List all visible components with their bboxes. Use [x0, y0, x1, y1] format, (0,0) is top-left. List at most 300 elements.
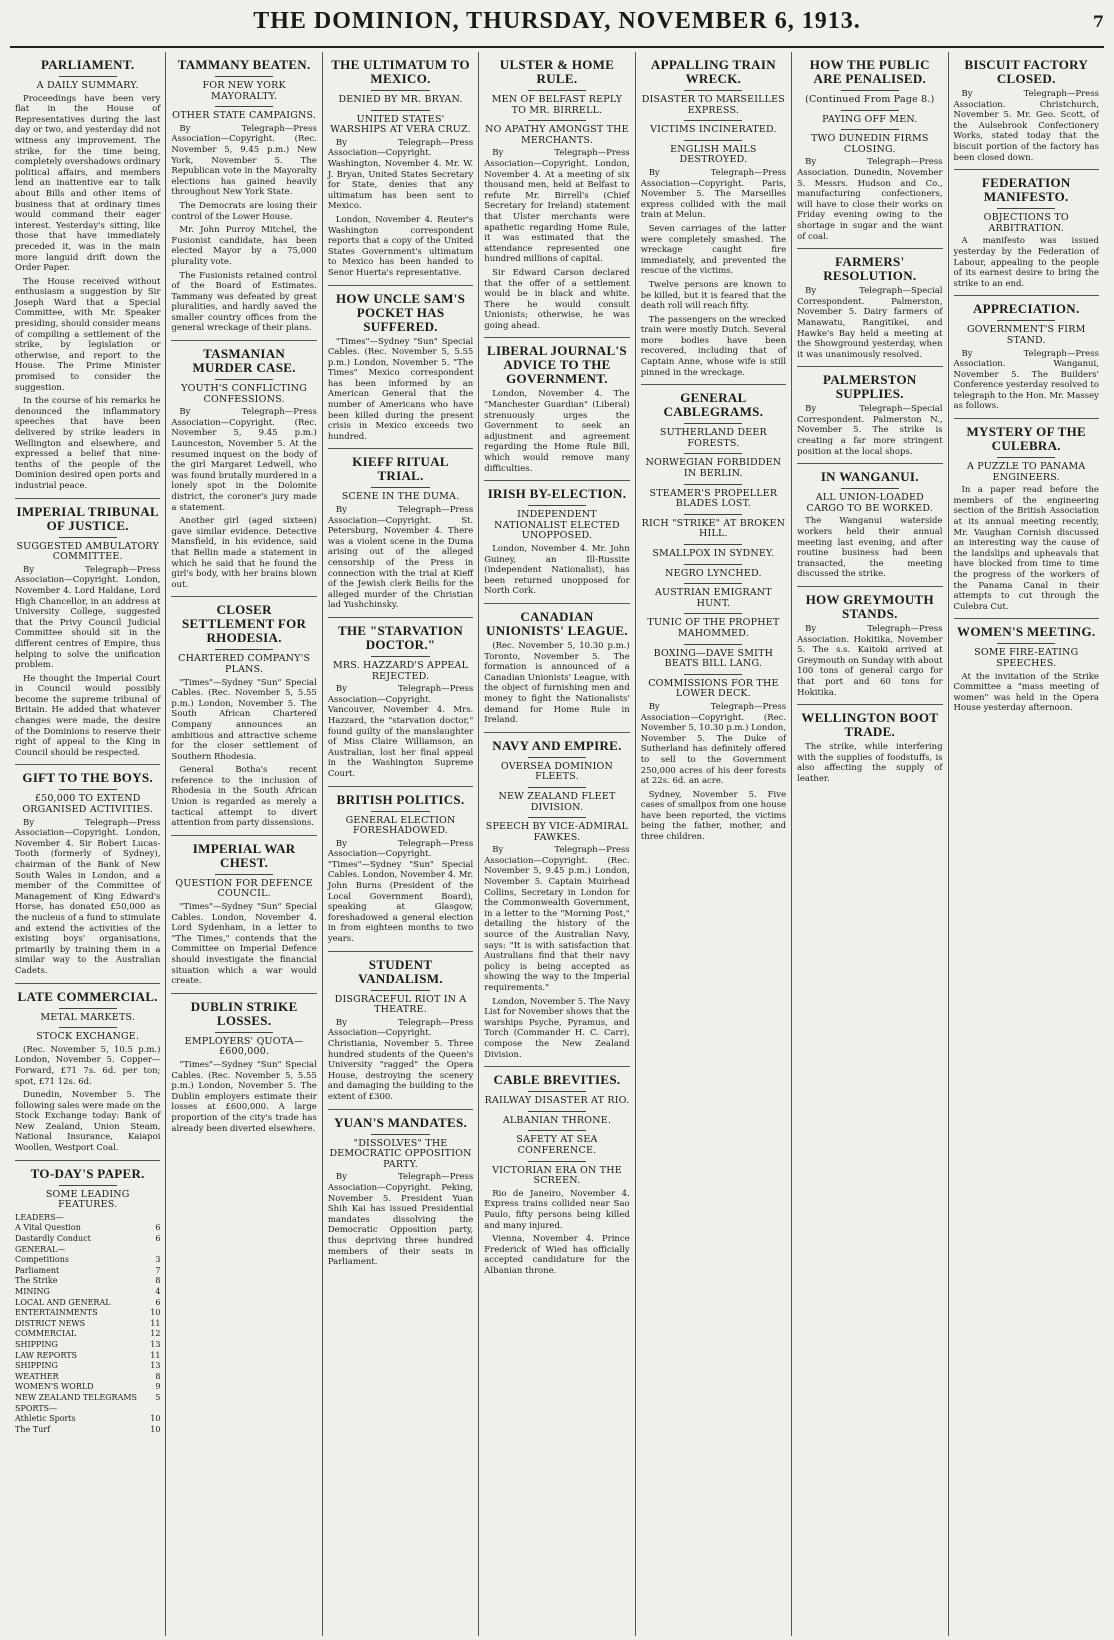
article-divider: [484, 337, 629, 338]
article-divider: [641, 384, 786, 385]
article-headline: HOW UNCLE SAM'S POCKET HAS SUFFERED.: [335, 290, 466, 334]
article-paragraph: Rio de Janeiro, November 4. Express trains collided near Sao Paulo, fifty persons being killed and many injured.: [484, 1188, 630, 1231]
contents-label: Parliament: [15, 1265, 60, 1275]
contents-page: 4: [155, 1287, 161, 1296]
subhead-divider: [684, 484, 742, 485]
subhead-divider: [684, 453, 742, 454]
article-headline: MYSTERY OF THE CULEBRA.: [966, 424, 1087, 454]
subhead-divider: [215, 649, 273, 650]
contents-row: [15, 1255, 160, 1266]
article: [484, 480, 629, 597]
subhead-divider: [997, 208, 1055, 209]
contents-label: A Vital Question: [15, 1223, 81, 1233]
contents-label: The Strike: [15, 1276, 58, 1286]
article-headline: WELLINGTON BOOT TRADE.: [801, 710, 939, 740]
contents-page: 5: [155, 1392, 161, 1402]
contents-page: 11: [150, 1350, 161, 1360]
article-divider: [484, 1066, 629, 1067]
article: [954, 169, 1099, 289]
article-paragraph: (Rec. November 5, 10.30 p.m.) Toronto, November 5. The formation is announced of a Canadian Unionists' League, with the object of furnishing men and money to fight the Nationalists' demand for Home Rule in Ireland.: [484, 640, 630, 726]
contents-page: 10: [150, 1308, 161, 1318]
article-subhead: CHARTERED COMPANY'S PLANS.: [178, 653, 311, 675]
contents-row: [15, 1382, 160, 1393]
article-divider: [797, 704, 942, 705]
article: [484, 1066, 629, 1276]
article-subhead: SCENE IN THE DUMA.: [341, 491, 460, 503]
article: [954, 418, 1099, 612]
article: [641, 384, 786, 842]
subhead-divider: [59, 1008, 117, 1009]
article-paragraph: By Telegraph—Press Association—Copyright. St. Petersburg, November 4. There was a violent scene in the Duma arising out of the alleged censorship of the Press in connection with the trial at Kieff of the Jewish clerk Beilis for the alleged murder of the Christian lad Yushchinsky.: [327, 505, 474, 611]
article-subhead: DENIED BY MR. BRYAN.: [338, 94, 463, 105]
article-paragraph: "Times"—Sydney "Sun" Special Cables. (Rec. November 5, 5.55 p.m.) London, November 5. The South African Chartered Company announces an ambitious and attractive scheme for the closer settlement of Southern Rhodesia.: [171, 677, 317, 762]
article-subhead: INDEPENDENT NATIONALIST ELECTED UNOPPOSED.: [494, 509, 620, 542]
article-paragraph: By Telegraph—Press Association. Christchurch, November 5. Mr. Geo. Scott, of the Aulsebrook Confectionery Works, stated today that the biscuit portion of the factory has been closed down.: [953, 89, 1099, 163]
subhead-divider: [371, 656, 429, 657]
contents-row: [15, 1414, 160, 1425]
article: [328, 617, 473, 780]
article-divider: [171, 596, 316, 597]
article-subhead: OVERSEA DOMINION FLEETS.: [500, 760, 614, 783]
article-paragraph: Vienna, November 4. Prince Frederick of Wied has officially accepted candidature for the Albanian throne.: [484, 1234, 630, 1276]
contents-page: 10: [150, 1414, 161, 1424]
article-subhead: COMMISSIONS FOR THE LOWER DECK.: [648, 677, 779, 700]
article-subhead: STEAMER'S PROPELLER BLADES LOST.: [649, 487, 778, 510]
contents-row: [15, 1425, 160, 1436]
article-paragraph: "Times"—Sydney "Sun" Special Cables. (Rec. November 5, 5.55 p.m.) London, November 5. "The Times" Mexico correspondent has been informed by an American General that the number of Americans who have been killed during the present crisis in Mexico exceeds two hundred.: [327, 336, 474, 442]
contents-label: DISTRICT NEWS: [15, 1318, 86, 1328]
article-subhead: UNITED STATES' WARSHIPS AT VERA CRUZ.: [330, 113, 471, 136]
article-paragraph: In a paper read before the members of the engineering section of the British Association at its annual meeting recently, Mr. Vaughan Cornish discussed an interesting way the cause of the landslips and upheavals that have blocked from time to time the progress of the workers of the Panama Canal in their attempts to cut through the Culebra Cut.: [953, 485, 1099, 612]
article-paragraph: By Telegraph—Press Association—Copyright. Christiania, November 5. Three hundred students of the Queen's University "ragged" the Opera House, destroying the scenery and damaging the building to the extent of £300.: [327, 1017, 474, 1102]
article-subhead: FOR NEW YORK MAYORALTY.: [202, 80, 286, 102]
article-headline: LATE COMMERCIAL.: [17, 988, 158, 1004]
article-divider: [171, 993, 316, 994]
article-subhead: EMPLOYERS' QUOTA—£600,000.: [184, 1035, 304, 1058]
article-subhead: METAL MARKETS.: [40, 1011, 136, 1023]
article-subhead: BOXING—DAVE SMITH BEATS BILL LANG.: [653, 647, 774, 670]
article-headline: NAVY AND EMPIRE.: [492, 737, 622, 753]
subhead-divider: [684, 423, 742, 424]
article-divider: [484, 480, 629, 481]
article-paragraph: In the course of his remarks he denounced the inflammatory speeches that have been delivered by strike leaders in Wellington and elsewhere, and expressed a belief that nine-tenths of the people of the Dominion desired open ports and industrial peace.: [15, 396, 161, 491]
article: [797, 248, 942, 360]
article-paragraph: By Telegraph—Press Association—Copyright. London, November 4. Lord Haldane, Lord High Chancellor, in an address at University College, suggested that the Privy Council Judicial Committee should sit in the different centres of Empire, thus helping to solve the unification problem.: [15, 564, 161, 671]
article-divider: [328, 786, 473, 787]
subhead-divider: [841, 129, 899, 130]
article: [171, 58, 316, 334]
subhead-divider: [528, 90, 586, 91]
article-paragraph: The strike, while interfering with the supplies of foodstuffs, is also affecting the supply of leather.: [797, 742, 943, 784]
article: [328, 1109, 473, 1268]
article-divider: [15, 1160, 160, 1161]
article-headline: PARLIAMENT.: [40, 57, 135, 72]
article-subhead: ENGLISH MAILS DESTROYED.: [670, 143, 757, 166]
article-divider: [797, 366, 942, 367]
article-paragraph: London, November 4. Mr. John Guiney, an Ill-Russite (independent Nationalist), has been returned unopposed for North Cork.: [484, 544, 630, 597]
article-paragraph: By Telegraph—Press Association—Copyright. (Rec. November 5, 10.30 p.m.) London, November 5. The Duke of Sutherland has definitely offered to sell to the Government 250,000 acres of his deer forests at 22s. 6d. an acre.: [640, 701, 787, 787]
contents-row: [15, 1276, 160, 1287]
article-headline: CLOSER SETTLEMENT FOR RHODESIA.: [182, 602, 307, 646]
article: [328, 448, 473, 611]
article: [15, 764, 160, 976]
article: [171, 596, 316, 829]
article-subhead: NORWEGIAN FORBIDDEN IN BERLIN.: [645, 457, 782, 480]
contents-label: LEADERS—: [15, 1212, 64, 1222]
masthead-title: THE DOMINION, THURSDAY, NOVEMBER 6, 1913.: [253, 8, 861, 34]
contents-page: 13: [150, 1339, 161, 1349]
article: [171, 340, 316, 590]
article-paragraph: Seven carriages of the latter were completely smashed. The wreckage caught fire immediately, and prevented the rescue of the victims.: [640, 223, 787, 277]
subhead-divider: [528, 1091, 586, 1092]
column-4: [478, 52, 634, 1636]
subhead-divider: [528, 1111, 586, 1112]
article-paragraph: By Telegraph—Press Association. Dunedin, November 5. Messrs. Hudson and Co., manufacturing confectioners, will have to close their works on Friday evening owing to the shortage in sugar and the want of coal.: [797, 157, 943, 242]
article-divider: [954, 418, 1099, 419]
article-subhead: DISASTER TO MARSEILLES EXPRESS.: [641, 94, 786, 116]
article-subhead: NO APATHY AMONGST THE MERCHANTS.: [485, 124, 629, 146]
article-headline: THE ULTIMATUM TO MEXICO.: [331, 57, 470, 86]
article-subhead: RICH "STRIKE" AT BROKEN HILL.: [641, 517, 786, 540]
article-subhead: (Continued From Page 8.): [805, 94, 935, 105]
article: [171, 993, 316, 1134]
article-subhead: ALL UNION-LOADED CARGO TO BE WORKED.: [806, 492, 934, 514]
article-paragraph: "Times"—Sydney "Sun" Special Cables. London, November 4. Lord Sydenham, in a letter to "The Times," contends that the Committee on Imperial Defence should investigate the financial situation which a war would create.: [171, 902, 317, 987]
article: [15, 58, 160, 492]
article-headline: FEDERATION MANIFESTO.: [981, 175, 1071, 205]
subhead-divider: [528, 817, 586, 818]
article-paragraph: The Fusionists retained control of the Board of Estimates. Tammany was defeated by great pluralities, and hardly saved the smaller country offices from the general wreckage of their plans.: [171, 270, 317, 334]
column-1: [10, 52, 165, 1636]
article-paragraph: By Telegraph—Press Association—Copyright. (Rec. November 5, 9.45 p.m.) London, November 5. Captain Muirhead Collins, Secretary in London for the Commonwealth Government, in a letter to the "Morning Post," detailing the history of the source of the Australian Navy, says: "It is with satisfaction that Australians find that their navy policy is being accepted as showing the way to the Imperial requirements.": [484, 845, 630, 993]
article: [797, 463, 942, 580]
article-subhead: YOUTH'S CONFLICTING CONFESSIONS.: [181, 383, 308, 405]
article: [15, 1160, 160, 1436]
article-paragraph: Sydney, November 5. Five cases of smallpox from one house have been reported, the victims being the father, mother, and three children.: [640, 789, 787, 843]
article-subhead: SOME FIRE-EATING SPEECHES.: [974, 647, 1079, 669]
article-divider: [797, 586, 942, 587]
article-subhead: ALBANIAN THRONE.: [502, 1114, 612, 1126]
article: [797, 366, 942, 457]
article-paragraph: He thought the Imperial Court in Council would possibly become the supreme tribunal of Britain. He added that whatever changes were made, the desire of the Dominions to reserve their right of appeal to the King in Council should be respected.: [15, 673, 161, 758]
subhead-divider: [684, 514, 742, 515]
subhead-divider: [684, 544, 742, 545]
subhead-divider: [684, 644, 742, 645]
column-3: [322, 52, 478, 1636]
article-paragraph: London, November 5. The Navy List for November shows that the warships Psyche, Pyramus, and Torch (Commander H. C. Carr), compose the New Zealand Division.: [484, 996, 630, 1060]
article-subhead: GENERAL ELECTION FORESHADOWED.: [345, 814, 456, 837]
subhead-divider: [841, 488, 899, 489]
article-paragraph: The passengers on the wrecked train were mostly Dutch. Several more bodies have been recovered, including that of Captain Anne, whose wife is still pinned in the wreckage.: [640, 314, 787, 378]
article-paragraph: "Times"—Sydney "Sun" Special Cables. (Rec. November 5, 5.55 p.m.) London, November 5. The Dublin employers estimate their losses at £600,000. A large proportion of the city's trade has already been diverted elsewhere.: [171, 1059, 317, 1134]
article-headline: CANADIAN UNIONISTS' LEAGUE.: [486, 608, 628, 638]
columns-container: [10, 52, 1104, 1636]
article-subhead: MEN OF BELFAST REPLY TO MR. BIRRELL.: [491, 94, 623, 116]
contents-label: Dastardly Conduct: [15, 1234, 91, 1244]
article: [15, 983, 160, 1154]
contents-row: [15, 1393, 160, 1404]
contents-row: [15, 1319, 160, 1330]
article-subhead: A PUZZLE TO PANAMA ENGINEERS.: [967, 461, 1086, 483]
article-paragraph: London, November 4. The "Manchester Guardian" (Liberal) strenuously urges the Government to seek an adjustment and agreement regarding the Home Rule Bill, which would remove many difficulties.: [484, 389, 630, 474]
contents-label: WEATHER: [15, 1371, 59, 1381]
contents-page: 10: [150, 1424, 161, 1434]
subhead-divider: [684, 120, 742, 121]
article-paragraph: By Telegraph—Press Association—Copyright. Washington, November 4. Mr. W. J. Bryan, United States Secretary for State, denies that any ultimatum has been sent to Mexico.: [327, 137, 474, 212]
contents-row: [15, 1213, 160, 1224]
article-divider: [15, 983, 160, 984]
article-paragraph: London, November 4. Reuter's Washington correspondent reports that a copy of the United States Government's ultimatum to Mexico has been handed to Senor Huerta's representative.: [327, 214, 474, 278]
article-paragraph: Twelve persons are known to be killed, but it is feared that the death roll will reach fifty.: [640, 279, 787, 312]
article: [954, 618, 1099, 714]
contents-label: Athletic Sports: [15, 1414, 76, 1424]
contents-row: [15, 1234, 160, 1245]
subhead-divider: [59, 1185, 117, 1186]
contents-label: MINING: [15, 1287, 50, 1296]
contents-page: 8: [155, 1276, 161, 1286]
subhead-divider: [684, 674, 742, 675]
article-headline: APPALLING TRAIN WRECK.: [650, 57, 776, 86]
contents-page: 9: [155, 1382, 161, 1392]
article-subhead: SOME LEADING FEATURES.: [45, 1188, 130, 1211]
subhead-divider: [528, 787, 586, 788]
contents-list: [15, 1213, 160, 1435]
article-divider: [171, 340, 316, 341]
subhead-divider: [528, 120, 586, 121]
article-paragraph: By Telegraph—Press Association—Copyright. "Times"—Sydney "Sun" Special Cables. London, November 4. Mr. John Burns (President of the Local Government Board), speaking at Glasgow, foreshadowed a general election in from eighteen months to two years.: [327, 838, 474, 945]
article-subhead: VICTORIAN ERA ON THE SCREEN.: [492, 1164, 622, 1187]
article-subhead: A DAILY SUMMARY.: [36, 80, 139, 91]
article-divider: [954, 618, 1099, 619]
article-paragraph: Mr. John Purroy Mitchel, the Fusionist candidate, has been elected Mayor by a 75,000 plurality vote.: [171, 225, 317, 267]
article: [328, 951, 473, 1103]
page-number: 7: [1092, 12, 1104, 31]
contents-row: [15, 1372, 160, 1383]
contents-label: LOCAL AND GENERAL: [15, 1297, 111, 1307]
article: [641, 58, 786, 378]
contents-page: 11: [150, 1318, 161, 1328]
masthead: [10, 6, 1104, 48]
article: [954, 58, 1099, 163]
article-divider: [328, 1109, 473, 1110]
article-headline: HOW GREYMOUTH STANDS.: [805, 592, 934, 621]
article: [484, 337, 629, 474]
contents-label: GENERAL—: [15, 1244, 66, 1254]
article-divider: [797, 463, 942, 464]
article-paragraph: The House received without enthusiasm a suggestion by Sir Joseph Ward that a Special Committee, with Mr. Speaker presiding, should consider means of compiling a settlement of the strike, by legislation or otherwise, and report to the House. The Prime Minister promised to consider the suggestion.: [15, 276, 161, 393]
article-paragraph: A manifesto was issued yesterday by the Federation of Labour, appealing to the people of its earnest desire to bring the strike to an end.: [953, 236, 1099, 289]
article-headline: GENERAL CABLEGRAMS.: [663, 390, 764, 420]
column-7: [948, 52, 1104, 1636]
article-paragraph: By Telegraph—Special Correspondent. Palmerston, November 5. Dairy farmers of Manawatu, Rangitikei, and Hawke's Bay held a meeting at the Showground yesterday, when it was unanimously resolved.: [797, 286, 943, 360]
article-subhead: GOVERNMENT'S FIRM STAND.: [966, 324, 1086, 346]
contents-page: 3: [155, 1255, 161, 1265]
article-headline: TO-DAY'S PAPER.: [30, 1165, 145, 1181]
subhead-divider: [215, 1032, 273, 1033]
contents-label: ENTERTAINMENTS: [15, 1308, 98, 1318]
article-subhead: SMALLPOX IN SYDNEY.: [652, 548, 775, 559]
article-headline: CABLE BREVITIES.: [493, 1072, 621, 1088]
article-headline: TAMMANY BEATEN.: [177, 57, 311, 72]
subhead-divider: [997, 320, 1055, 321]
contents-row: [15, 1351, 160, 1362]
subhead-divider: [59, 1027, 117, 1028]
subhead-divider: [528, 1161, 586, 1162]
article: [484, 732, 629, 1060]
article-divider: [954, 169, 1099, 170]
article-subhead: STOCK EXCHANGE.: [36, 1031, 140, 1043]
contents-label: SHIPPING: [15, 1339, 58, 1349]
subhead-divider: [59, 76, 117, 77]
article-subhead: OTHER STATE CAMPAIGNS.: [172, 110, 317, 122]
subhead-divider: [59, 537, 117, 538]
article-headline: GIFT TO THE BOYS.: [22, 770, 153, 786]
subhead-divider: [997, 643, 1055, 644]
contents-label: COMMERCIAL: [15, 1329, 77, 1339]
subhead-divider: [215, 379, 273, 380]
article-paragraph: Another girl (aged sixteen) gave similar evidence. Detective Mansfield, in his evidence, said that Bellin made a statement in which he said that he found the girl's body, with her brains blown out.: [171, 516, 317, 590]
article-subhead: AUSTRIAN EMIGRANT HUNT.: [654, 587, 772, 609]
contents-label: The Turf: [15, 1424, 51, 1434]
article-subhead: PAYING OFF MEN.: [822, 113, 918, 125]
article-paragraph: By Telegraph—Press Association—Copyright. London, November 4. Sir Robert Lucas-Tooth (formerly of Sydney), chairman of the Bank of New South Wales in London, and a member of the Committee of Management of King Edward's Horse, has donated £50,000 as the nucleus of a fund to stimulate and extend the activities of the existing boys' organisations, primarily by training them in a similar way to the Australian Cadets.: [15, 817, 161, 976]
article-divider: [15, 498, 160, 499]
subhead-divider: [215, 76, 273, 77]
article-subhead: SUGGESTED AMBULATORY COMMITTEE.: [16, 540, 159, 563]
contents-page: 8: [155, 1371, 161, 1381]
article: [797, 58, 942, 242]
article-paragraph: By Telegraph—Special Correspondent. Palmerston N., November 5. The strike is creating a far more stringent position at the local shops.: [797, 404, 943, 457]
article: [797, 704, 942, 784]
subhead-divider: [371, 811, 429, 812]
article-paragraph: By Telegraph—Press Association—Copyright. Peking, November 5. President Yuan Shih Kai has issued Presidential mandates dissolving the Democratic Opposition party, thus depriving three hundred members of their seats in Parliament.: [327, 1172, 474, 1268]
article-divider: [328, 617, 473, 618]
article-divider: [954, 295, 1099, 296]
article-paragraph: Sir Edward Carson declared that the offer of a settlement would be in black and white. There he would consult Unionists; otherwise, he was going ahead.: [484, 267, 630, 331]
subhead-divider: [528, 757, 586, 758]
article: [328, 786, 473, 945]
article-divider: [484, 603, 629, 604]
article-headline: APPRECIATION.: [972, 301, 1080, 317]
contents-row: [15, 1266, 160, 1277]
article-subhead: £50,000 TO EXTEND ORGANISED ACTIVITIES.: [22, 793, 154, 816]
subhead-divider: [528, 505, 586, 506]
article-subhead: NEW ZEALAND FLEET DIVISION.: [498, 790, 616, 813]
article-headline: IN WANGANUI.: [820, 469, 919, 485]
article-headline: YUAN'S MANDATES.: [333, 1114, 468, 1130]
article-subhead: DISGRACEFUL RIOT IN A THEATRE.: [334, 993, 467, 1016]
article: [797, 586, 942, 698]
contents-row: [15, 1308, 160, 1319]
contents-label: SPORTS—: [15, 1403, 58, 1413]
subhead-divider: [215, 874, 273, 875]
article-divider: [328, 285, 473, 286]
article-divider: [15, 764, 160, 765]
article-divider: [328, 448, 473, 449]
article-headline: STUDENT VANDALISM.: [358, 956, 443, 986]
column-6: [791, 52, 947, 1636]
article-divider: [484, 732, 629, 733]
contents-page: 13: [150, 1361, 161, 1371]
article-headline: DUBLIN STRIKE LOSSES.: [190, 998, 298, 1028]
article: [484, 603, 629, 726]
article-paragraph: The Wanganui waterside workers held their annual meeting last evening, and after routine business had been transacted, the meeting discussed the strike.: [797, 516, 943, 580]
subhead-divider: [528, 1130, 586, 1131]
article-paragraph: Proceedings have been very flat in the House of Representatives during the last day or two, and yesterday did not witness any improvement. The strike, for the time being, completely overshadows ordinary political affairs, and members lend an inattentive ear to talk about Bills and other items of business that at ordinary times would command their eager interest. Yesterday's sitting, like those that have immediately preceded it, was in the main more languid drift down the Order Paper.: [15, 93, 161, 274]
article-paragraph: Dunedin, November 5. The following sales were made on the Stock Exchange today: Bank of New Zealand, Union Steam, National Insurance, Kaiapoi Woollen, Westport Coal.: [15, 1090, 161, 1154]
article-headline: PALMERSTON SUPPLIES.: [823, 372, 917, 402]
article-headline: BRITISH POLITICS.: [336, 791, 465, 807]
subhead-divider: [841, 90, 899, 91]
contents-page: 6: [155, 1234, 161, 1244]
article-headline: LIBERAL JOURNAL'S ADVICE TO THE GOVERNMENT.: [487, 343, 627, 387]
subhead-divider: [371, 90, 429, 91]
column-2: [165, 52, 321, 1636]
article: [15, 498, 160, 759]
article-headline: THE "STARVATION DOCTOR.": [338, 622, 464, 652]
article-headline: IMPERIAL WAR CHEST.: [192, 840, 296, 870]
article-paragraph: By Telegraph—Press Association. Hokitika, November 5. The s.s. Kaitoki arrived at Greymouth on Sunday with about 100 tons of general cargo for that port and 60 tons for Hokitika.: [797, 624, 943, 698]
contents-row: [15, 1298, 160, 1309]
article-headline: FARMERS' RESOLUTION.: [823, 254, 917, 284]
article-paragraph: By Telegraph—Press Association—Copyright. Paris, November 5. The Marseilles express collided with the mail train at Melun.: [640, 167, 787, 221]
article-subhead: SUTHERLAND DEER FORESTS.: [659, 427, 767, 449]
article-headline: ULSTER & HOME RULE.: [499, 57, 615, 86]
column-5: [635, 52, 791, 1636]
article-subhead: VICTIMS INCINERATED.: [650, 124, 777, 136]
contents-page: 6: [155, 1223, 161, 1233]
article-headline: WOMEN'S MEETING.: [957, 624, 1096, 640]
article-subhead: SAFETY AT SEA CONFERENCE.: [516, 1134, 598, 1156]
contents-row: [15, 1340, 160, 1351]
contents-page: 7: [155, 1265, 161, 1275]
subhead-divider: [684, 90, 742, 91]
contents-label: WOMEN'S WORLD: [15, 1382, 94, 1392]
subhead-divider: [997, 457, 1055, 458]
subhead-divider: [684, 564, 742, 565]
contents-row: [15, 1245, 160, 1256]
contents-label: Competitions: [15, 1255, 69, 1265]
subhead-divider: [371, 1134, 429, 1135]
article-headline: IRISH BY-ELECTION.: [487, 486, 627, 502]
article-paragraph: At the invitation of the Strike Committee a "mass meeting of women" was held in the Opera House yesterday afternoon.: [953, 671, 1099, 714]
subhead-divider: [371, 110, 429, 111]
article: [328, 58, 473, 279]
article-divider: [328, 951, 473, 952]
contents-row: [15, 1361, 160, 1372]
article-divider: [797, 248, 942, 249]
contents-row: [15, 1223, 160, 1234]
article: [171, 835, 316, 987]
article-headline: TASMANIAN MURDER CASE.: [192, 346, 296, 376]
article-subhead: QUESTION FOR DEFENCE COUNCIL.: [175, 877, 313, 900]
article-paragraph: By Telegraph—Press Association—Copyright. (Rec. November 5, 9.45 p.m.) Launceston, November 5. At the resumed inquest on the body of the girl Margaret Ledwell, who was found brutally murdered in a lonely spot in the Dolomite district, the coroner's jury made a statement.: [171, 407, 317, 513]
subhead-divider: [371, 487, 429, 488]
article-subhead: NEGRO LYNCHED.: [665, 567, 762, 579]
article: [484, 58, 629, 331]
subhead-divider: [684, 140, 742, 141]
subhead-divider: [215, 106, 273, 107]
article-paragraph: By Telegraph—Press Association—Copyright. London, November 4. At a meeting of six thousand men, held at Belfast to refute Mr. Birrell's (Chief Secretary for Ireland) statement that Ulster merchants were apathetic regarding Home Rule, it was estimated that the attendance represented one hundred millions of capital.: [484, 148, 630, 265]
contents-row: [15, 1329, 160, 1340]
article-paragraph: The Democrats are losing their control of the Lower House.: [171, 200, 317, 222]
article-headline: IMPERIAL TRIBUNAL OF JUSTICE.: [16, 503, 159, 533]
article-subhead: MRS. HAZZARD'S APPEAL REJECTED.: [332, 659, 469, 682]
subhead-divider: [59, 789, 117, 790]
contents-label: SHIPPING: [15, 1361, 58, 1371]
article-paragraph: General Botha's recent reference to the inclusion of Rhodesia in the South African Union is regarded as merely a tactical attempt to divert attention from party dissensions.: [171, 765, 317, 829]
article-headline: KIEFF RITUAL TRIAL.: [352, 454, 449, 484]
